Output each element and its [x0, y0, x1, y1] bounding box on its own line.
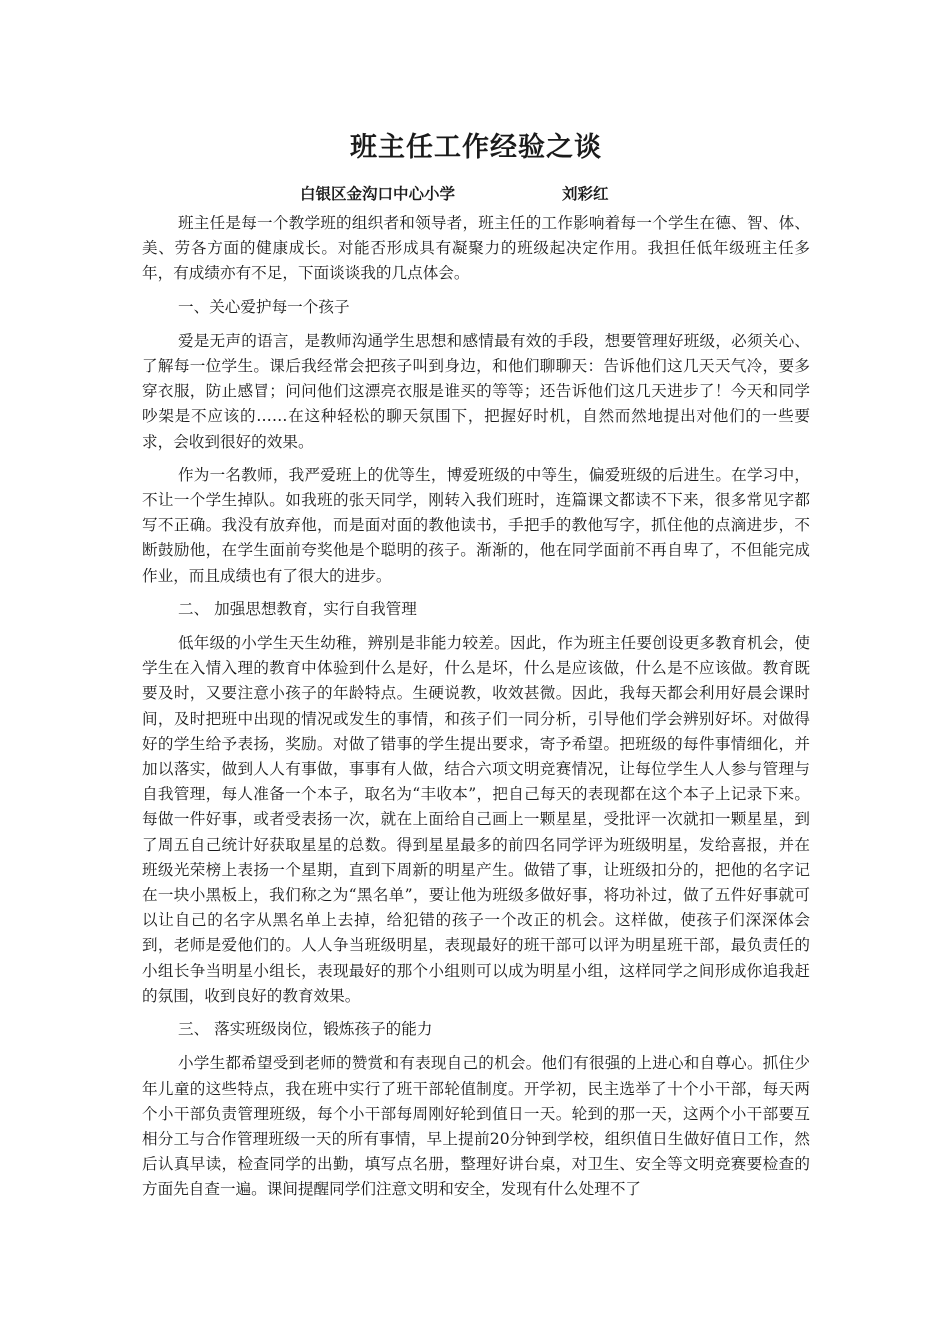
author-name: 刘彩红 [562, 185, 609, 203]
section-heading-3: 三、 落实班级岗位，锻炼孩子的能力 [178, 1020, 433, 1039]
school-name: 白银区金沟口中心小学 [300, 185, 456, 203]
document-page [142, 128, 810, 1211]
paragraph: 小学生都希望受到老师的赞赏和有表现自己的机会。他们有很强的上进心和自尊心。抓住少年儿童的这些特点，我在班中实行了班干部轮值制度。开学初，民主选举了十个小干部，每天两个小干部负责管理班级，每个小干部每周刚好轮到值日一天。轮到的那一天，这两个小干部要互相分工与合作管理班级一天的所有事情，早上提前20分钟到学校，组织值日生做好值日工作，然后认真早读，检查同学的出勤，填写点名册，整理好讲台桌，对卫生、安全等文明竞赛要检查的方面先自查一遍。课间提醒同学们注意文明和安全，发现有什么处理不了 [142, 1054, 810, 1199]
document-title: 班主任工作经验之谈 [350, 132, 602, 163]
paragraph: 作为一名教师，我严爱班上的优等生，博爱班级的中等生，偏爱班级的后进生。在学习中，不让一个学生掉队。如我班的张天同学，刚转入我们班时，连篇课文都读不下来，很多常见字都写不正确。我没有放弃他，而是面对面的教他读书，手把手的教他写字，抓住他的点滴进步，不断鼓励他，在学生面前夸奖他是个聪明的孩子。渐渐的，他在同学面前不再自卑了，不但能完成作业，而且成绩也有了很大的进步。 [142, 465, 810, 585]
paragraph-intro: 班主任是每一个教学班的组织者和领导者，班主任的工作影响着每一个学生在德、智、体、美、劳各方面的健康成长。对能否形成具有凝聚力的班级起决定作用。我担任低年级班主任多年，有成绩亦有不足，下面谈谈我的几点体会。 [142, 214, 810, 283]
section-heading-2: 二、 加强思想教育，实行自我管理 [178, 599, 417, 618]
byline [142, 181, 810, 207]
paragraph: 爱是无声的语言，是教师沟通学生思想和感情最有效的手段，想要管理好班级，必须关心、了解每一位学生。课后我经常会把孩子叫到身边，和他们聊聊天：告诉他们这几天天气冷，要多穿衣服，防止感冒；问问他们这漂亮衣服是谁买的等等；还告诉他们这几天进步了！今天和同学吵架是不应该的……在这种轻松的聊天氛围下，把握好时机，自然而然地提出对他们的一些要求，会收到很好的效果。 [142, 331, 810, 451]
paragraph: 低年级的小学生天生幼稚，辨别是非能力较差。因此，作为班主任要创设更多教育机会，使学生在入情入理的教育中体验到什么是好，什么是坏，什么是应该做，什么是不应该做。教育既要及时，又要注意小孩子的年龄特点。生硬说教，收效甚微。因此，我每天都会利用好晨会课时间，及时把班中出现的情况或发生的事情，和孩子们一同分析，引导他们学会辨别好坏。对做得好的学生给予表扬，奖励。对做了错事的学生提出要求，寄予希望。把班级的每件事情细化，并加以落实，做到人人有事做，事事有人做，结合六项文明竞赛情况，让每位学生人人参与管理与自我管理，每人准备一个本子，取名为“丰收本”，把自己每天的表现都在这个本子上记录下来。每做一件好事，或者受表扬一次，就在上面给自己画上一颗星星，受批评一次就扣一颗星星，到了周五自己统计好获取星星的总数。得到星星最多的前四名同学评为班级明星，发给喜报，并在班级光荣榜上表扬一个星期，直到下周新的明星产生。做错了事，让班级扣分的，把他的名字记在一块小黑板上，我们称之为“黑名单”，要让他为班级多做好事，将功补过，做了五件好事就可以让自己的名字从黑名单上去掉，给犯错的孩子一个改正的机会。这样做，使孩子们深深体会到，老师是爱他们的。人人争当班级明星，表现最好的班干部可以评为明星班干部，最负责任的小组长争当明星小组长，表现最好的那个小组则可以成为明星小组，这样同学之间形成你追我赶的氛围，收到良好的教育效果。 [142, 634, 810, 1005]
section-heading-1: 一、关心爱护每一个孩子 [178, 297, 350, 316]
